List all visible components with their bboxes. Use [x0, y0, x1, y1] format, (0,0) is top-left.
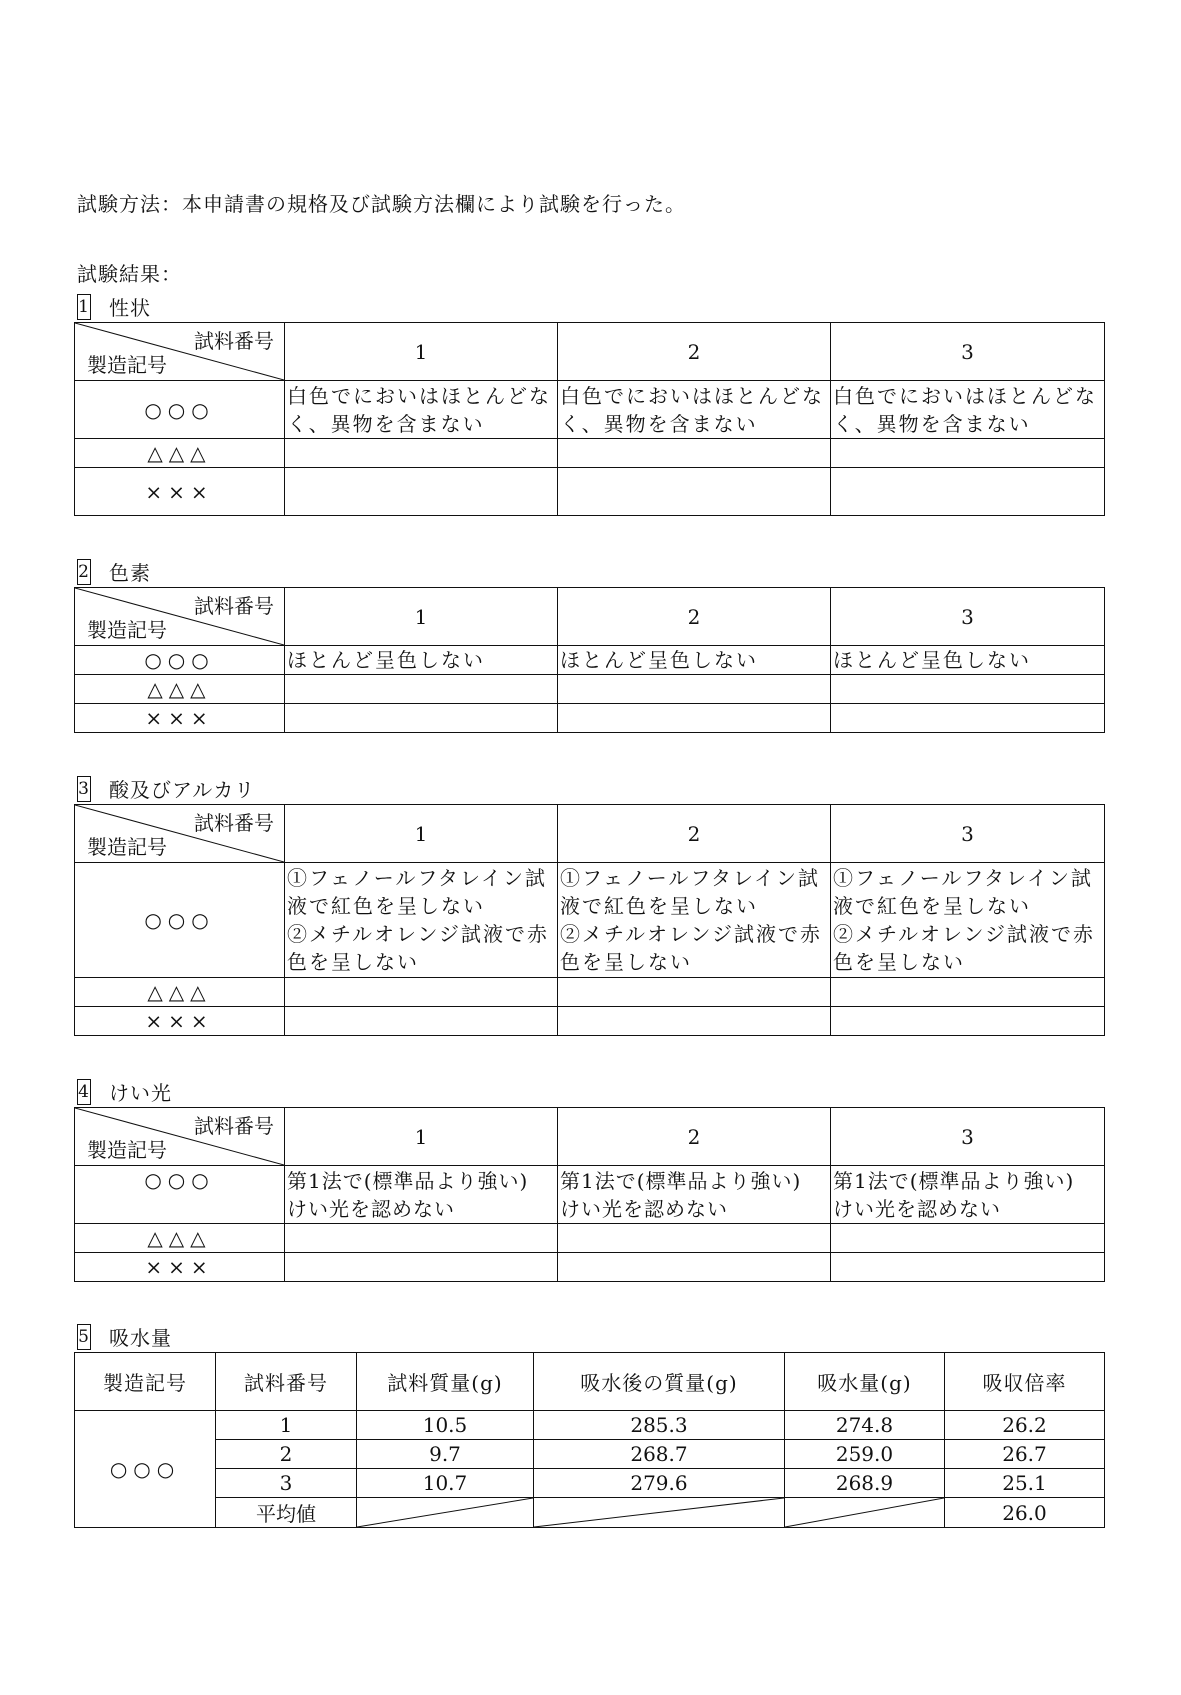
lot-label: △△△: [75, 1224, 285, 1253]
sample-mass-cell: 10.5: [357, 1411, 534, 1440]
lot-label: ×××: [75, 1007, 285, 1036]
result-cell: [831, 675, 1105, 704]
result-cell: [831, 439, 1105, 468]
result-cell: 白色でにおいはほとんどな く、異物を含まない: [558, 381, 831, 439]
average-label: 平均値: [216, 1498, 357, 1528]
sample-3-header: 3: [831, 588, 1105, 646]
lot-code-header: 製造記号: [87, 353, 167, 377]
result-cell: 第1法で(標準品より強い) けい光を認めない: [558, 1166, 831, 1224]
result-cell: [558, 1253, 831, 1282]
section-title: 吸水量: [109, 1326, 172, 1350]
water-absorbed-header: 吸水量(g): [785, 1353, 945, 1411]
lot-label: △△△: [75, 978, 285, 1007]
result-cell: [831, 468, 1105, 516]
not-applicable-cell: [785, 1498, 945, 1528]
not-applicable-cell: [534, 1498, 785, 1528]
sample-number-header: 試料番号: [194, 811, 274, 835]
section-2-heading: [77, 557, 151, 586]
result-cell: [285, 1224, 558, 1253]
water-absorption-table: [74, 1352, 1105, 1528]
absorption-ratio-cell: 25.1: [945, 1469, 1105, 1498]
result-cell: [285, 439, 558, 468]
not-applicable-cell: [357, 1498, 534, 1528]
sample-1-header: 1: [285, 588, 558, 646]
lot-label: ×××: [75, 1253, 285, 1282]
sample-number-header: 試料番号: [194, 329, 274, 353]
result-cell: [285, 704, 558, 733]
result-cell: ほとんど呈色しない: [558, 646, 831, 675]
section-2-table: [74, 587, 1105, 733]
water-absorbed-cell: 268.9: [785, 1469, 945, 1498]
section-3-heading: [77, 774, 255, 803]
result-cell: [831, 1007, 1105, 1036]
result-cell: [558, 439, 831, 468]
lot-label: ×××: [75, 468, 285, 516]
mass-after-cell: 268.7: [534, 1440, 785, 1469]
sample-mass-cell: 10.7: [357, 1469, 534, 1498]
corner-header: [75, 588, 285, 646]
section-number: 1: [77, 294, 91, 320]
result-cell: [558, 468, 831, 516]
result-cell: [285, 978, 558, 1007]
lot-label: ○○○: [75, 1411, 216, 1528]
lot-label: △△△: [75, 675, 285, 704]
lot-label: ×××: [75, 704, 285, 733]
corner-header: [75, 1108, 285, 1166]
absorption-ratio-cell: 26.2: [945, 1411, 1105, 1440]
result-cell: ①フェノールフタレイン試 液で紅色を呈しない ②メチルオレンジ試液で赤 色を呈しない: [285, 863, 558, 978]
result-cell: [831, 704, 1105, 733]
lot-label: △△△: [75, 439, 285, 468]
water-absorbed-cell: 259.0: [785, 1440, 945, 1469]
result-cell: [558, 675, 831, 704]
result-cell: ほとんど呈色しない: [831, 646, 1105, 675]
section-number: 5: [77, 1324, 91, 1350]
lot-code-header: 製造記号: [87, 835, 167, 859]
sample-mass-cell: 9.7: [357, 1440, 534, 1469]
sample-3-header: 3: [831, 323, 1105, 381]
corner-header: [75, 323, 285, 381]
lot-label: ○○○: [75, 863, 285, 978]
result-cell: [831, 1224, 1105, 1253]
result-cell: [831, 978, 1105, 1007]
result-cell: [558, 1007, 831, 1036]
lot-code-header: 製造記号: [87, 1138, 167, 1162]
water-absorbed-cell: 274.8: [785, 1411, 945, 1440]
lot-label: ○○○: [75, 381, 285, 439]
sample-mass-header: 試料質量(g): [357, 1353, 534, 1411]
average-value: 26.0: [945, 1498, 1105, 1528]
result-cell: 白色でにおいはほとんどな く、異物を含まない: [285, 381, 558, 439]
result-cell: [558, 1224, 831, 1253]
result-cell: 白色でにおいはほとんどな く、異物を含まない: [831, 381, 1105, 439]
result-cell: [558, 704, 831, 733]
section-3-table: [74, 804, 1105, 1036]
section-title: けい光: [109, 1081, 172, 1105]
sample-1-header: 1: [285, 805, 558, 863]
sample-1-header: 1: [285, 1108, 558, 1166]
sample-number-header: 試料番号: [194, 594, 274, 618]
mass-after-cell: 285.3: [534, 1411, 785, 1440]
section-1-table: [74, 322, 1105, 516]
sample-number-header: 試料番号: [216, 1353, 357, 1411]
section-number: 2: [77, 559, 91, 585]
result-cell: ①フェノールフタレイン試 液で紅色を呈しない ②メチルオレンジ試液で赤 色を呈しない: [831, 863, 1105, 978]
result-cell: ほとんど呈色しない: [285, 646, 558, 675]
section-title: 色素: [109, 561, 151, 585]
lot-code-header: 製造記号: [87, 618, 167, 642]
section-4-heading: [77, 1077, 172, 1106]
result-cell: [831, 1253, 1105, 1282]
result-cell: [285, 675, 558, 704]
sample-number-cell: 3: [216, 1469, 357, 1498]
sample-2-header: 2: [558, 1108, 831, 1166]
sample-1-header: 1: [285, 323, 558, 381]
result-cell: 第1法で(標準品より強い) けい光を認めない: [285, 1166, 558, 1224]
sample-number-cell: 2: [216, 1440, 357, 1469]
section-5-heading: [77, 1322, 172, 1351]
section-1-heading: [77, 292, 151, 321]
sample-3-header: 3: [831, 1108, 1105, 1166]
result-cell: [285, 1007, 558, 1036]
result-cell: ①フェノールフタレイン試 液で紅色を呈しない ②メチルオレンジ試液で赤 色を呈しない: [558, 863, 831, 978]
result-cell: [285, 468, 558, 516]
sample-3-header: 3: [831, 805, 1105, 863]
test-results-label: 試験結果：: [77, 262, 182, 286]
lot-code-header: 製造記号: [75, 1353, 216, 1411]
sample-2-header: 2: [558, 805, 831, 863]
section-number: 4: [77, 1079, 91, 1105]
section-4-table: [74, 1107, 1105, 1282]
test-method-line: 試験方法：本申請書の規格及び試験方法欄により試験を行った。: [77, 192, 686, 216]
mass-after-absorption-header: 吸水後の質量(g): [534, 1353, 785, 1411]
section-title: 酸及びアルカリ: [109, 778, 256, 802]
sample-number-header: 試料番号: [194, 1114, 274, 1138]
section-number: 3: [77, 776, 91, 802]
mass-after-cell: 279.6: [534, 1469, 785, 1498]
section-title: 性状: [109, 296, 151, 320]
absorption-ratio-header: 吸収倍率: [945, 1353, 1105, 1411]
result-cell: [285, 1253, 558, 1282]
corner-header: [75, 805, 285, 863]
lot-label: ○○○: [75, 1166, 285, 1224]
lot-label: ○○○: [75, 646, 285, 675]
sample-2-header: 2: [558, 323, 831, 381]
result-cell: 第1法で(標準品より強い) けい光を認めない: [831, 1166, 1105, 1224]
result-cell: [558, 978, 831, 1007]
sample-number-cell: 1: [216, 1411, 357, 1440]
sample-2-header: 2: [558, 588, 831, 646]
absorption-ratio-cell: 26.7: [945, 1440, 1105, 1469]
